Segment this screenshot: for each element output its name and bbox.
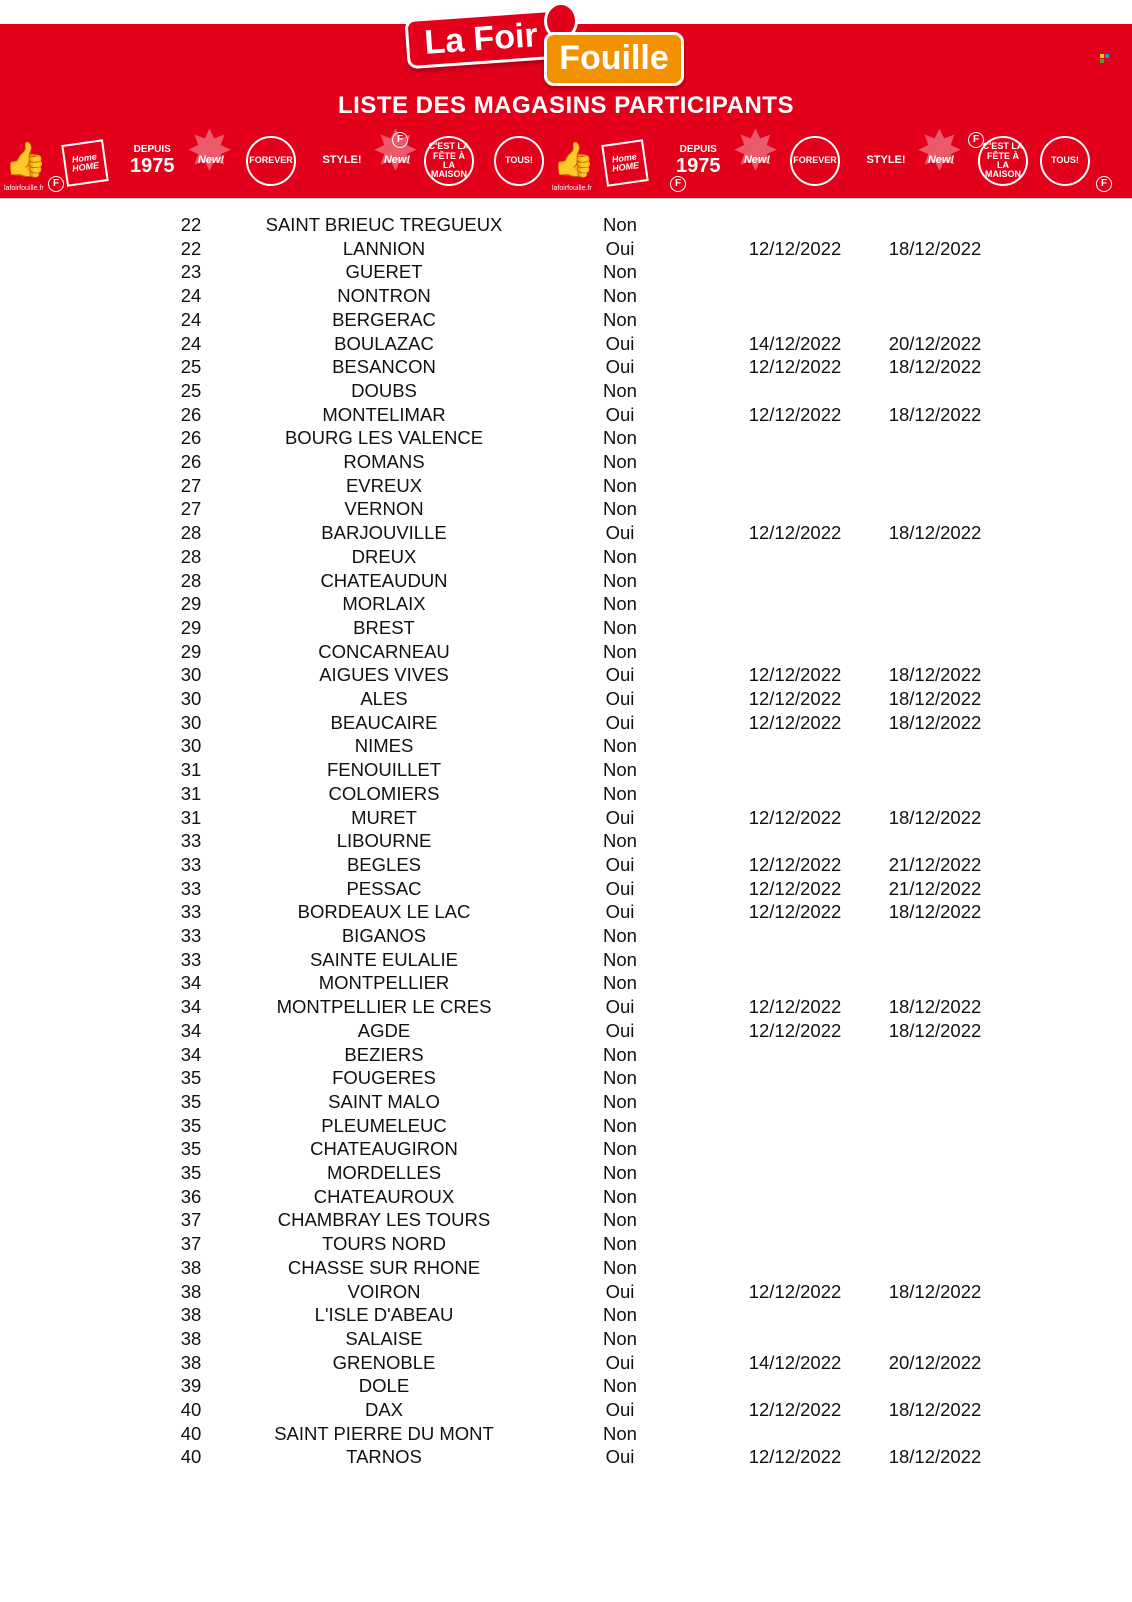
department-number: 30	[180, 735, 202, 757]
store-name: LANNION	[342, 237, 426, 259]
end-date: 18/12/2022	[888, 1280, 982, 1302]
store-name: FOUGERES	[332, 1067, 436, 1089]
department-number: 31	[180, 806, 202, 828]
end-date: 18/12/2022	[888, 356, 982, 378]
new-star-icon	[188, 136, 234, 186]
start-date: 12/12/2022	[748, 711, 842, 733]
cest-le-style-icon	[316, 136, 368, 186]
badge-label: lafoirfouille.fr	[4, 184, 44, 192]
store-name: AGDE	[357, 1019, 411, 1041]
department-number: 26	[180, 427, 202, 449]
participation-status: Non	[603, 1233, 637, 1255]
table-row	[0, 1232, 1132, 1256]
table-row	[0, 1374, 1132, 1398]
participation-status: Non	[603, 1043, 637, 1065]
store-name: CHAMBRAY LES TOURS	[277, 1209, 491, 1231]
participation-status: Oui	[605, 1399, 635, 1420]
participation-status: Non	[603, 498, 637, 520]
badge-label: C'EST LA FÊTE À LA MAISON	[982, 141, 1024, 180]
participation-status: Non	[603, 1067, 637, 1089]
store-name: BOURG LES VALENCE	[284, 427, 484, 449]
table-row	[0, 924, 1132, 948]
table-row	[0, 308, 1132, 332]
start-date: 12/12/2022	[748, 1446, 842, 1468]
store-name: PLEUMELEUC	[321, 1114, 447, 1136]
participation-status: Oui	[605, 688, 635, 709]
store-name: DREUX	[351, 545, 417, 567]
department-number: 30	[180, 711, 202, 733]
f-mark-icon: F	[48, 176, 64, 192]
badge-label: TOUS!	[1051, 155, 1079, 166]
badge-label: Home HOME	[611, 150, 640, 174]
store-name: SAINTE EULALIE	[309, 948, 459, 970]
participation-status: Oui	[605, 664, 635, 686]
participation-status: Non	[603, 925, 637, 946]
store-name: CONCARNEAU	[318, 640, 450, 662]
store-name: BIGANOS	[341, 925, 427, 946]
start-date: 12/12/2022	[748, 877, 842, 899]
badge-label: STYLE!	[866, 154, 906, 167]
participation-status: Oui	[605, 996, 635, 1018]
store-name: MONTELIMAR	[322, 403, 446, 425]
department-number: 34	[180, 1019, 202, 1041]
participation-status: Non	[603, 261, 637, 283]
end-date: 18/12/2022	[888, 806, 982, 828]
store-name: BEGLES	[346, 853, 422, 875]
table-row	[0, 1161, 1132, 1185]
participation-status: Non	[603, 1162, 637, 1183]
participation-status: Non	[603, 1375, 637, 1397]
department-number: 33	[180, 830, 202, 852]
start-date: 12/12/2022	[748, 1280, 842, 1302]
participation-status: Oui	[605, 1019, 635, 1041]
department-number: 26	[180, 403, 202, 425]
table-row	[0, 1090, 1132, 1114]
store-name: FENOUILLET	[326, 759, 442, 781]
badge-label: ✸ New!	[197, 154, 225, 167]
participation-status: Oui	[605, 356, 635, 378]
department-number: 25	[180, 356, 202, 378]
table-row	[0, 1066, 1132, 1090]
department-number: 35	[180, 1138, 202, 1160]
store-name: L'ISLE D'ABEAU	[314, 1304, 454, 1326]
participation-status: Non	[603, 308, 637, 330]
participation-status: Non	[603, 972, 637, 994]
store-name: ALES	[360, 688, 408, 709]
participation-status: Oui	[605, 1280, 635, 1302]
end-date: 18/12/2022	[888, 688, 982, 709]
table-row	[0, 948, 1132, 972]
table-row	[0, 450, 1132, 474]
table-row	[0, 995, 1132, 1019]
store-name: DOUBS	[351, 379, 417, 401]
start-date: 12/12/2022	[748, 996, 842, 1018]
end-date: 18/12/2022	[888, 996, 982, 1018]
new-star-icon	[734, 136, 780, 186]
participation-status: Oui	[605, 853, 635, 875]
table-row	[0, 616, 1132, 640]
department-number: 24	[180, 308, 202, 330]
badge-year: 1975	[130, 154, 175, 177]
department-number: 22	[180, 214, 202, 235]
department-number: 29	[180, 616, 202, 638]
table-row	[0, 734, 1132, 758]
participation-status: Non	[603, 545, 637, 567]
table-row	[0, 663, 1132, 687]
table-row	[0, 806, 1132, 830]
table-row	[0, 545, 1132, 569]
participation-status: Non	[603, 640, 637, 662]
table-row	[0, 1208, 1132, 1232]
table-row	[0, 284, 1132, 308]
department-number: 40	[180, 1446, 202, 1468]
badge-label: DEPUIS	[133, 144, 171, 156]
participation-status: Non	[603, 1114, 637, 1136]
table-row	[0, 497, 1132, 521]
table-row	[0, 1445, 1132, 1469]
participation-status: Non	[603, 782, 637, 804]
participation-status: Oui	[605, 1351, 635, 1373]
logo-text-fouille: Fouille	[544, 32, 684, 86]
table-row	[0, 900, 1132, 924]
participation-status: Oui	[605, 1446, 635, 1468]
f-mark-icon: F	[1096, 176, 1112, 192]
f-mark-icon: F	[670, 176, 686, 192]
department-number: 25	[180, 379, 202, 401]
table-row	[0, 758, 1132, 782]
table-row	[0, 877, 1132, 901]
start-date: 12/12/2022	[748, 522, 842, 544]
participation-status: Non	[603, 593, 637, 615]
department-number: 30	[180, 688, 202, 709]
store-name: PESSAC	[346, 877, 422, 899]
start-date: 12/12/2022	[748, 901, 842, 923]
department-number: 35	[180, 1114, 202, 1136]
cest-le-style-icon	[860, 136, 912, 186]
store-name: NIMES	[354, 735, 414, 757]
department-number: 31	[180, 759, 202, 781]
department-number: 30	[180, 664, 202, 686]
badge-label: Home HOME	[71, 150, 100, 174]
badge-label: FOREVER	[793, 155, 837, 166]
participation-status: Non	[603, 830, 637, 852]
badge-label: FOREVER	[249, 155, 293, 166]
participation-status: Non	[603, 759, 637, 781]
table-row	[0, 474, 1132, 498]
department-number: 33	[180, 877, 202, 899]
end-date: 18/12/2022	[888, 1399, 982, 1420]
participation-status: Non	[603, 948, 637, 970]
table-row	[0, 1280, 1132, 1304]
participation-status: Non	[603, 1327, 637, 1349]
department-number: 34	[180, 1043, 202, 1065]
department-number: 24	[180, 285, 202, 307]
store-name: MURET	[351, 806, 417, 828]
start-date: 12/12/2022	[748, 356, 842, 378]
start-date: 14/12/2022	[748, 1351, 842, 1373]
badge-label: ✸ New!	[927, 154, 955, 167]
home-sweet-home-icon	[61, 139, 108, 186]
plaisir-pour-tous-icon	[1040, 136, 1090, 186]
store-name: MORLAIX	[342, 593, 426, 615]
store-name: BARJOUVILLE	[321, 522, 447, 544]
department-number: 40	[180, 1399, 202, 1420]
participation-status: Non	[603, 735, 637, 757]
participation-status: Non	[603, 1090, 637, 1112]
department-number: 38	[180, 1256, 202, 1278]
store-name: MONTPELLIER	[318, 972, 450, 994]
department-number: 33	[180, 925, 202, 946]
participation-status: Oui	[605, 877, 635, 899]
department-number: 35	[180, 1162, 202, 1183]
table-row	[0, 687, 1132, 711]
table-row	[0, 569, 1132, 593]
table-row	[0, 1114, 1132, 1138]
department-number: 27	[180, 498, 202, 520]
badge-label: lafoirfouille.fr	[552, 184, 592, 192]
department-number: 28	[180, 522, 202, 544]
badge-label: DEPUIS	[679, 144, 717, 156]
participation-status: Non	[603, 1304, 637, 1326]
f-mark-icon: F	[968, 132, 984, 148]
store-name: CHATEAUDUN	[320, 569, 448, 591]
participation-status: Oui	[605, 332, 635, 354]
header-badge-strip	[0, 130, 1132, 196]
store-name: MONTPELLIER LE CRES	[276, 996, 492, 1018]
department-number: 28	[180, 545, 202, 567]
store-name: BESANCON	[332, 356, 436, 378]
store-name: TOURS NORD	[321, 1233, 447, 1255]
table-row	[0, 332, 1132, 356]
participation-status: Non	[603, 616, 637, 638]
cest-la-fete-icon	[978, 136, 1028, 186]
start-date: 12/12/2022	[748, 806, 842, 828]
department-number: 36	[180, 1185, 202, 1207]
participation-status: Non	[603, 1185, 637, 1207]
store-name: DOLE	[358, 1375, 410, 1397]
store-name: SALAISE	[345, 1327, 423, 1349]
participation-status: Non	[603, 1138, 637, 1160]
participation-status: Non	[603, 1209, 637, 1231]
store-name: SAINT BRIEUC TREGUEUX	[265, 214, 503, 235]
department-number: 29	[180, 593, 202, 615]
table-row	[0, 355, 1132, 379]
end-date: 18/12/2022	[888, 1019, 982, 1041]
store-name: BERGERAC	[332, 308, 436, 330]
store-name: CHASSE SUR RHONE	[287, 1256, 481, 1278]
logo-text-la-foir: La Foir	[404, 9, 557, 69]
thumbs-up-icon: 👍 lafoirfouille.fr	[4, 141, 48, 192]
end-date: 18/12/2022	[888, 403, 982, 425]
table-row	[0, 521, 1132, 545]
store-name: BEAUCAIRE	[330, 711, 438, 733]
department-number: 24	[180, 332, 202, 354]
department-number: 38	[180, 1304, 202, 1326]
store-name: COLOMIERS	[328, 782, 440, 804]
badge-label: TOUS!	[505, 155, 533, 166]
participation-status: Non	[603, 1422, 637, 1444]
participation-status: Oui	[605, 711, 635, 733]
store-name: CHATEAUROUX	[313, 1185, 455, 1207]
table-row	[0, 403, 1132, 427]
department-number: 34	[180, 972, 202, 994]
store-name: SAINT PIERRE DU MONT	[274, 1422, 494, 1444]
department-number: 34	[180, 996, 202, 1018]
start-date: 12/12/2022	[748, 237, 842, 259]
department-number: 39	[180, 1375, 202, 1397]
department-number: 26	[180, 451, 202, 472]
participation-status: Non	[603, 285, 637, 307]
store-name: TARNOS	[346, 1446, 422, 1468]
badge-label: STYLE!	[322, 154, 362, 167]
depuis-1975-icon	[130, 136, 175, 186]
participation-status: Oui	[605, 806, 635, 828]
thumbs-up-icon: 👍 lafoirfouille.fr	[552, 141, 596, 192]
table-row	[0, 971, 1132, 995]
store-name: AIGUES VIVES	[319, 664, 449, 686]
department-number: 38	[180, 1280, 202, 1302]
participation-status: Non	[603, 427, 637, 449]
store-name: GUERET	[345, 261, 423, 283]
store-name: VOIRON	[347, 1280, 421, 1302]
badge-label: C'EST LA FÊTE À LA MAISON	[428, 141, 470, 180]
table-row	[0, 782, 1132, 806]
table-row	[0, 1256, 1132, 1280]
store-name: BREST	[353, 616, 415, 638]
store-name: MORDELLES	[326, 1162, 442, 1183]
end-date: 20/12/2022	[888, 332, 982, 354]
department-number: 33	[180, 901, 202, 923]
table-row	[0, 426, 1132, 450]
table-row	[0, 640, 1132, 664]
table-row	[0, 853, 1132, 877]
department-number: 37	[180, 1209, 202, 1231]
store-name: BEZIERS	[344, 1043, 424, 1065]
end-date: 18/12/2022	[888, 664, 982, 686]
store-name: LIBOURNE	[336, 830, 432, 852]
department-number: 33	[180, 948, 202, 970]
table-row	[0, 237, 1132, 261]
table-row	[0, 1327, 1132, 1351]
store-name: VERNON	[344, 498, 424, 520]
table-row	[0, 1185, 1132, 1209]
department-number: 35	[180, 1067, 202, 1089]
department-number: 29	[180, 640, 202, 662]
table-row	[0, 592, 1132, 616]
participation-status: Non	[603, 474, 637, 496]
store-name: BOULAZAC	[334, 332, 434, 354]
department-number: 40	[180, 1422, 202, 1444]
department-number: 28	[180, 569, 202, 591]
page-title: LISTE DES MAGASINS PARTICIPANTS	[338, 92, 794, 119]
department-number: 38	[180, 1351, 202, 1373]
store-name: DAX	[364, 1399, 404, 1420]
participation-status: Non	[603, 1256, 637, 1278]
f-forever-icon	[246, 136, 296, 186]
header-divider	[0, 198, 1132, 212]
department-number: 35	[180, 1090, 202, 1112]
department-number: 38	[180, 1327, 202, 1349]
table-row	[0, 1422, 1132, 1446]
end-date: 21/12/2022	[888, 877, 982, 899]
end-date: 18/12/2022	[888, 711, 982, 733]
department-number: 37	[180, 1233, 202, 1255]
store-name: NONTRON	[337, 285, 431, 307]
table-row	[0, 213, 1132, 237]
table-row	[0, 711, 1132, 735]
table-row	[0, 1398, 1132, 1422]
table-row	[0, 1043, 1132, 1067]
department-number: 31	[180, 782, 202, 804]
table-row	[0, 1019, 1132, 1043]
badge-year: 1975	[676, 154, 721, 177]
start-date: 12/12/2022	[748, 403, 842, 425]
end-date: 18/12/2022	[888, 901, 982, 923]
end-date: 18/12/2022	[888, 522, 982, 544]
participation-status: Oui	[605, 522, 635, 544]
department-number: 22	[180, 237, 202, 259]
table-row	[0, 379, 1132, 403]
start-date: 12/12/2022	[748, 1399, 842, 1420]
end-date: 18/12/2022	[888, 237, 982, 259]
store-name: BORDEAUX LE LAC	[297, 901, 471, 923]
participation-status: Non	[603, 569, 637, 591]
start-date: 12/12/2022	[748, 853, 842, 875]
new-star-icon	[918, 136, 964, 186]
plaisir-pour-tous-icon	[494, 136, 544, 186]
start-date: 12/12/2022	[748, 664, 842, 686]
table-row	[0, 1351, 1132, 1375]
store-name: EVREUX	[345, 474, 423, 496]
table-row	[0, 260, 1132, 284]
table-row	[0, 829, 1132, 853]
la-foir-fouille-logo[interactable]	[406, 4, 686, 86]
f-forever-icon	[790, 136, 840, 186]
badge-label: ✸ New!	[743, 154, 771, 167]
end-date: 20/12/2022	[888, 1351, 982, 1373]
badge-label: ✸ New!	[383, 154, 411, 167]
participation-status: Oui	[605, 237, 635, 259]
cest-la-fete-icon	[424, 136, 474, 186]
f-mark-icon: F	[392, 132, 408, 148]
participation-status: Non	[603, 379, 637, 401]
participation-status: Non	[603, 214, 637, 235]
start-date: 12/12/2022	[748, 1019, 842, 1041]
table-row	[0, 1303, 1132, 1327]
home-sweet-home-icon	[601, 139, 648, 186]
department-number: 23	[180, 261, 202, 283]
participation-status: Non	[603, 451, 637, 472]
department-number: 27	[180, 474, 202, 496]
store-name: SAINT MALO	[328, 1090, 440, 1112]
start-date: 14/12/2022	[748, 332, 842, 354]
store-name: CHATEAUGIRON	[310, 1138, 458, 1160]
corner-dots-icon	[1100, 54, 1110, 64]
start-date: 12/12/2022	[748, 688, 842, 709]
store-name: GRENOBLE	[332, 1351, 436, 1373]
end-date: 21/12/2022	[888, 853, 982, 875]
participation-status: Oui	[605, 901, 635, 923]
store-name: ROMANS	[343, 451, 425, 472]
participation-status: Oui	[605, 403, 635, 425]
end-date: 18/12/2022	[888, 1446, 982, 1468]
table-row	[0, 1137, 1132, 1161]
department-number: 33	[180, 853, 202, 875]
